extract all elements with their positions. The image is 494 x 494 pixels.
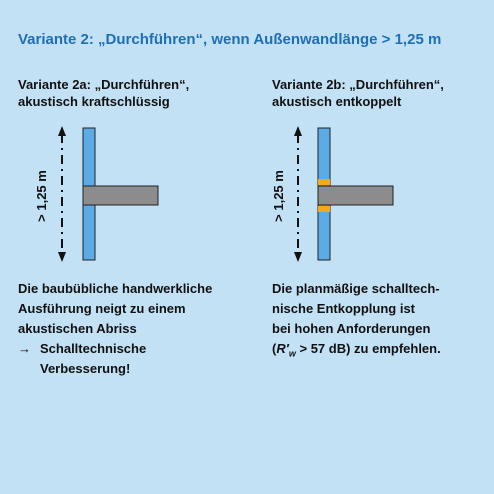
variant-a-conclusion-row [18,339,238,359]
variant-b-rw-subscript: w [288,348,296,359]
variant-b-desc-line4 [272,339,492,364]
variant-b-heading-line2: akustisch entkoppelt [272,94,402,109]
variant-a-desc-line3: akustischen Abriss [18,321,137,336]
variant-b-desc-line4-open: ( [272,341,277,356]
variant-b-desc-line2: nische Entkopplung ist [272,301,416,316]
variant-b-decoupling-top [318,179,330,185]
variant-a-desc-line2: Ausführung neigt zu einem [18,301,186,316]
variant-b-desc-line1: Die planmäßige schalltech- [272,281,440,296]
variant-a-dimension-label: > 1,25 m [34,170,49,222]
variant-a-desc-line5: Verbesserung! [40,361,131,376]
variant-a-desc-line1: Die baubübliche handwerkliche [18,281,213,296]
variant-a-desc-line4: Schalltechnische [40,341,147,356]
page-title: Variante 2: „Durchführen“, wenn Außenwandlänge > 1,25 m [18,31,442,48]
variant-a-heading-line1: Variante 2a: „Durchführen“, [18,77,190,92]
variant-b-dimension-arrow-bottom [294,252,302,262]
variant-a-beam [83,186,158,205]
variant-b-rw-symbol: R′ [276,341,289,356]
variant-a-dimension-arrow-top [58,126,66,136]
variant-b-description [272,279,492,364]
variant-b-drawing [271,126,393,262]
variant-b-dimension-arrow-top [294,126,302,136]
variant-b-heading-line1: Variante 2b: „Durchführen“, [272,77,444,92]
variant-b-beam [318,186,393,205]
variant-b-desc-line3: bei hohen Anforderungen [272,321,431,336]
variant-b-decoupling-bottom [318,206,330,212]
variant-a-dimension-arrow-bottom [58,252,66,262]
variant-b-dimension-label: > 1,25 m [271,170,286,222]
variant-b-desc-line4-rest: > 57 dB) zu empfehlen. [295,341,441,356]
variant-a-description [18,279,238,379]
arrow-right-icon: → [18,341,31,356]
variant-a-drawing [34,126,158,262]
variant-a-heading-line2: akustisch kraftschlüssig [18,94,170,109]
